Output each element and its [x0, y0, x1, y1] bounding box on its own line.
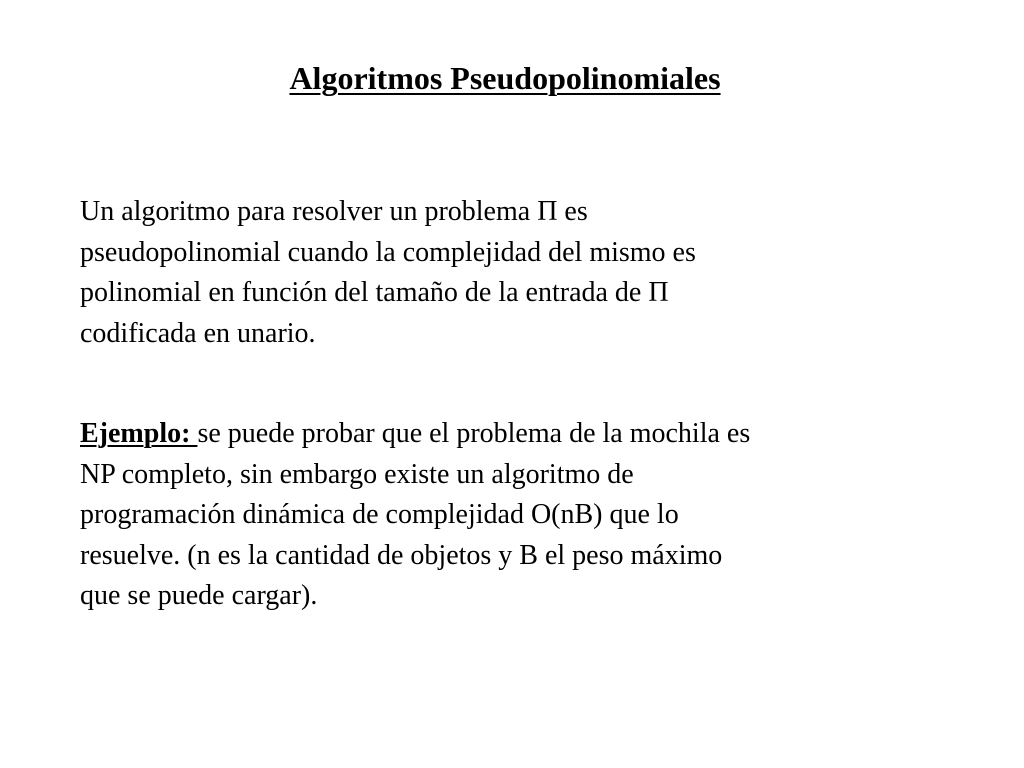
definition-line-4: codificada en unario.: [80, 317, 316, 349]
definition-line-1: Un algoritmo para resolver un problema Π es: [80, 196, 588, 227]
example-line-2: NP completo, sin embargo existe un algoritmo de: [80, 458, 634, 490]
definition-paragraph: [80, 192, 978, 354]
example-line-1-text: se puede probar que el problema de la mochila es: [197, 418, 751, 449]
example-line-1: [80, 414, 978, 455]
example-label: Ejemplo:: [80, 418, 198, 449]
definition-line-3: polinomial en función del tamaño de la entrada de Π: [80, 277, 669, 308]
example-line-5: que se puede cargar).: [80, 580, 318, 611]
example-line-4: resuelve. (n es la cantidad de objetos y B el peso máximo: [80, 539, 723, 571]
slide-title: Algoritmos Pseudopolinomiales: [289, 60, 721, 96]
example-paragraph: [80, 414, 978, 617]
definition-line-2: pseudopolinomial cuando la complejidad del mismo es: [80, 236, 696, 268]
example-line-3: programación dinámica de complejidad O(nB) que lo: [80, 499, 679, 530]
